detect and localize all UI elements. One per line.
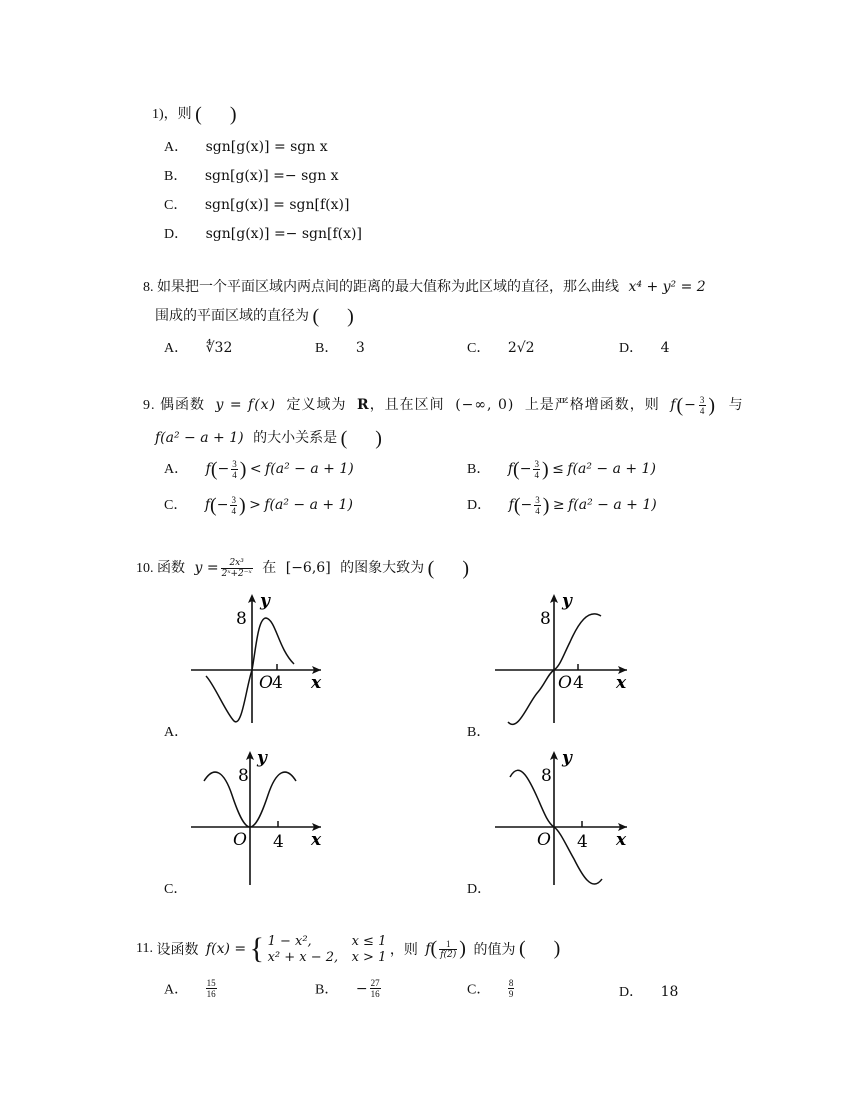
q7-stem-text: 1)，则 — [152, 107, 192, 122]
q10-stem: 10. 函数 y = $\frac{\text{2x³}}{\text{2ˣ+2⁻ˣ}}$ 在 [−6,6] 的图象大致为 ( ) — [136, 557, 469, 580]
svg-text:y: y — [257, 748, 267, 768]
q10-option-b-label: B． — [467, 725, 491, 740]
q7-stem: 1)，则 ( ) — [152, 103, 237, 126]
q8-option-d: D． 4 — [619, 340, 670, 356]
svg-text:x: x — [311, 830, 322, 850]
svg-text:4: 4 — [577, 832, 588, 852]
q10-graph-b — [490, 588, 640, 728]
q9-stem-line2: f(a² − a + 1) 的大小关系是 ( ) — [155, 427, 382, 450]
tick-8-label: 8 — [236, 609, 247, 629]
svg-text:x: x — [616, 673, 627, 693]
q8-stem-line1: 8. 如果把一个平面区域内两点间的距离的最大值称为此区域的直径，那么曲线 x⁴ + y² = 2 — [143, 279, 706, 295]
q10-option-a-label: A． — [164, 725, 189, 740]
q11-stem: 11. 设函数 f(x) = { 1 − x², x ≤ 1 x² + x − 2, x > 1 ，则 f( $\frac{1}{f(2)}$ ) 的值为 ( ) — [136, 932, 561, 965]
y-axis-label: y — [260, 591, 270, 611]
q10-fraction: $\frac{\text{2x³}}{\text{2ˣ+2⁻ˣ}}$ — [221, 558, 252, 580]
svg-text:O: O — [537, 830, 551, 850]
origin-label: O — [259, 673, 273, 693]
q8-option-b: B． 3 — [315, 340, 365, 356]
svg-text:O: O — [558, 673, 572, 693]
x-axis-label: x — [311, 673, 322, 693]
q8-stem-line2: 围成的平面区域的直径为 ( ) — [155, 305, 354, 328]
q9-option-c: C． f(− $\frac{3}{4}$ ) > f(a² − a + 1) — [164, 494, 353, 517]
q9-option-d: D． f(− $\frac{3}{4}$ ) ≥ f(a² − a + 1) — [467, 494, 657, 517]
q7-option-d: D． sgn[g(x)] =− sgn[f(x)] — [164, 226, 362, 242]
q7-option-c: C． sgn[g(x)] = sgn[f(x)] — [164, 197, 350, 213]
q11-option-a: A． $\frac{15}{16}$ — [164, 978, 216, 999]
svg-text:y: y — [562, 748, 572, 768]
q7-option-b: B． sgn[g(x)] =− sgn x — [164, 168, 339, 184]
q8-option-c: C． 2√2 — [467, 340, 535, 356]
svg-text:8: 8 — [540, 609, 551, 629]
q7-option-a: A． sgn[g(x)] = sgn x — [164, 139, 328, 155]
q11-piecewise: 1 − x², x ≤ 1 x² + x − 2, x > 1 — [267, 934, 387, 965]
q9-option-b: B． f(− $\frac{3}{4}$ ) ≤ f(a² − a + 1) — [467, 458, 656, 481]
svg-text:8: 8 — [238, 766, 249, 786]
svg-text:4: 4 — [573, 673, 584, 693]
q8-option-a: A． ∜32 — [164, 340, 233, 356]
svg-text:x: x — [616, 830, 627, 850]
q10-option-c-label: C． — [164, 882, 188, 897]
svg-text:4: 4 — [273, 832, 284, 852]
q9-stem-fraction: $\frac{3}{4}$ — [699, 395, 706, 417]
q9-option-a: A． f(− $\frac{3}{4}$ ) < f(a² − a + 1) — [164, 458, 354, 481]
q9-stem-line1: 9. 偶函数 y = f(x) 定义域为 R，且在区间 (−∞, 0) 上是严格增函数，则 f(− $\frac{3}{4}$ ) 与 — [143, 394, 744, 417]
svg-text:O: O — [233, 830, 247, 850]
q10-graph-a — [186, 588, 336, 728]
tick-4-label: 4 — [272, 673, 283, 693]
q10-graph-d — [490, 745, 640, 885]
svg-text:8: 8 — [541, 766, 552, 786]
q10-option-d-label: D． — [467, 882, 492, 897]
svg-text:y: y — [562, 591, 572, 611]
q11-option-d: D． 18 — [619, 984, 679, 1000]
q11-option-c: C． $\frac{8}{9}$ — [467, 978, 514, 999]
q10-graph-c — [186, 745, 336, 885]
q11-option-b: B． − $\frac{27}{16}$ — [315, 978, 380, 999]
